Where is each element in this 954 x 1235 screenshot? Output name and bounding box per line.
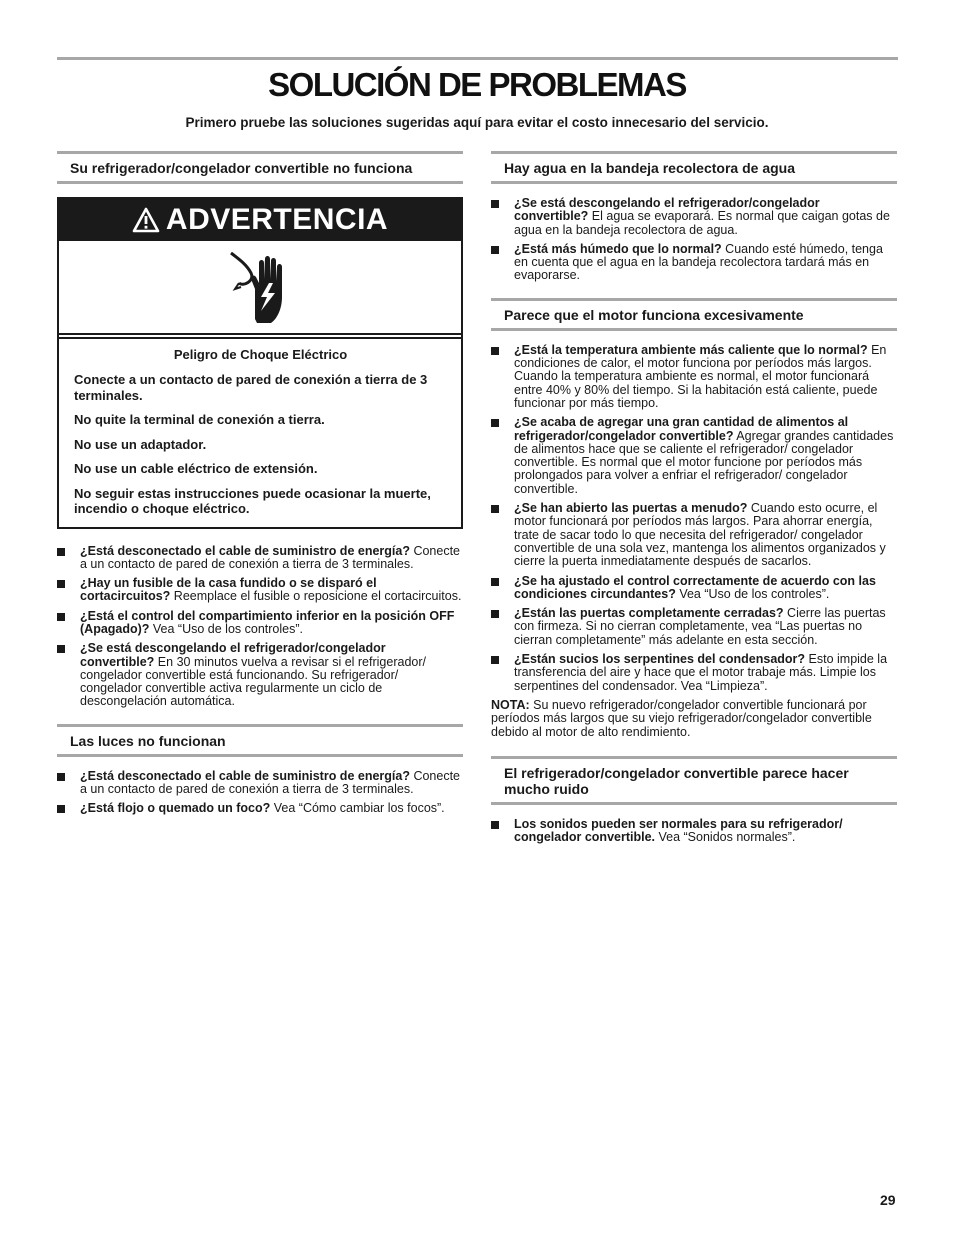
list-item: ¿Están sucios los serpentines del condensador? Esto impide la transferencia del aire y hace que el motor trabaje más. Limpie los serpentines del condensador. Vea “Limpieza”. <box>491 653 897 693</box>
bullet-square-icon <box>491 656 499 664</box>
list-item: ¿Están las puertas completamente cerradas? Cierre las puertas con firmeza. Si no cierran completamente, vea “Las puertas no cierran completamente” más adelante en esta sección. <box>491 607 897 647</box>
list-item: ¿Está flojo o quemado un foco? Vea “Cómo cambiar los focos”. <box>57 802 463 815</box>
list-item: ¿Se está descongelando el refrigerador/congelador convertible? El agua se evaporará. Es normal que caigan gotas de agua en la bandeja recolectora de agua. <box>491 197 897 237</box>
section-heading: Su refrigerador/congelador convertible no funciona <box>57 151 463 184</box>
warning-line: Conecte a un contacto de pared de conexión a tierra de 3 terminales. <box>74 372 428 403</box>
page-title: SOLUCIÓN DE PROBLEMAS <box>268 66 686 103</box>
list <box>491 818 897 845</box>
bullet-square-icon <box>57 613 65 621</box>
section-heading: Parece que el motor funciona excesivamente <box>491 298 897 331</box>
list-item: ¿Está el control del compartimiento inferior en la posición OFF (Apagado)? Vea “Uso de los controles”. <box>57 610 463 637</box>
list-item: ¿Está desconectado el cable de suministro de energía? Conecte a un contacto de pared de conexión a tierra de 3 terminales. <box>57 770 463 797</box>
warning-icon-area <box>59 241 461 335</box>
bullet-square-icon <box>491 419 499 427</box>
bullet-square-icon <box>491 246 499 254</box>
list-item: ¿Se han abierto las puertas a menudo? Cuando esto ocurre, el motor funcionará por períodos más largos. Para ahorrar energía, trate de sacar todo lo que necesita del refrigerador/ congelador convertible de una sola vez, mantenga los alimentos organizados y cierre la puerta inmediatamente después de sacarlos. <box>491 502 897 568</box>
list-item: ¿Está más húmedo que lo normal? Cuando esté húmedo, tenga en cuenta que el agua en la bandeja recolectora tardará más en evaporarse. <box>491 243 897 283</box>
bullet-square-icon <box>491 821 499 829</box>
list-item: ¿Hay un fusible de la casa fundido o se disparó el cortacircuitos? Reemplace el fusible o reposicione el cortacircuitos. <box>57 577 463 604</box>
warning-line: No quite la terminal de conexión a tierra. <box>74 412 325 427</box>
top-rule <box>57 57 898 60</box>
list-item: ¿Está la temperatura ambiente más caliente que lo normal? En condiciones de calor, el motor funciona por períodos más largos. Cuando la temperatura ambiente es normal, el motor funcionará entre 40% y 80% del tiempo. Si la habitación está caliente, puede funcionar por más tiempo. <box>491 344 897 410</box>
warning-line: No seguir estas instrucciones puede ocasionar la muerte, incendio o choque eléctrico. <box>74 485 431 516</box>
bullet-square-icon <box>57 645 65 653</box>
intro-text: Primero pruebe las soluciones sugeridas aquí para evitar el costo innecesario del servicio. <box>185 115 769 130</box>
warning-title: ADVERTENCIA <box>165 203 389 236</box>
left-column <box>57 151 463 822</box>
electric-shock-hand-icon <box>225 249 295 325</box>
bullet-square-icon <box>491 347 499 355</box>
bullet-square-icon <box>491 578 499 586</box>
bullet-square-icon <box>491 610 499 618</box>
list-item: ¿Se está descongelando el refrigerador/congelador convertible? En 30 minutos vuelva a revisar si el refrigerador/ congelador convertible está funcionando. Su refrigerador/ congelador convertible activa regularmente un ciclo de descongelación automática. <box>57 642 463 708</box>
warning-header <box>59 199 461 241</box>
section-heading: Hay agua en la bandeja recolectora de agua <box>491 151 897 184</box>
bullet-square-icon <box>57 580 65 588</box>
section-heading: El refrigerador/congelador convertible parece hacer mucho ruido <box>491 756 897 805</box>
warning-triangle-icon <box>132 207 160 233</box>
list <box>491 344 897 693</box>
bullet-square-icon <box>491 505 499 513</box>
warning-subtitle: Peligro de Choque Eléctrico <box>173 347 348 362</box>
list-item: ¿Se acaba de agregar una gran cantidad de alimentos al refrigerador/congelador convertible? Agregar grandes cantidades de alimentos hace que se caliente el refrigerador/ congelador convertible. Es normal que el motor funcione por períodos más prolongados para volver a enfriar el refrigerador/ congelador convertible. <box>491 416 897 496</box>
warning-body <box>59 337 461 527</box>
bullet-square-icon <box>57 805 65 813</box>
right-column <box>491 151 897 850</box>
bullet-square-icon <box>491 200 499 208</box>
warning-box <box>57 197 463 529</box>
list <box>57 770 463 816</box>
page-number: 29 <box>880 1192 896 1208</box>
bullet-square-icon <box>57 548 65 556</box>
list <box>57 545 463 709</box>
list-item: ¿Se ha ajustado el control correctamente de acuerdo con las condiciones circundantes? Vea “Uso de los controles”. <box>491 575 897 602</box>
bullet-square-icon <box>57 773 65 781</box>
warning-line: No use un cable eléctrico de extensión. <box>74 461 318 476</box>
warning-line: No use un adaptador. <box>74 436 207 452</box>
list <box>491 197 897 283</box>
list-item: ¿Está desconectado el cable de suministro de energía? Conecte a un contacto de pared de conexión a tierra de 3 terminales. <box>57 545 463 572</box>
note: NOTA: Su nuevo refrigerador/congelador convertible funcionará por períodos más largos que su viejo refrigerador/congelador convertible debido al motor de alto rendimiento. <box>491 697 872 739</box>
section-heading: Las luces no funcionan <box>57 724 463 757</box>
list-item: Los sonidos pueden ser normales para su refrigerador/ congelador convertible. Vea “Sonidos normales”. <box>491 818 897 845</box>
